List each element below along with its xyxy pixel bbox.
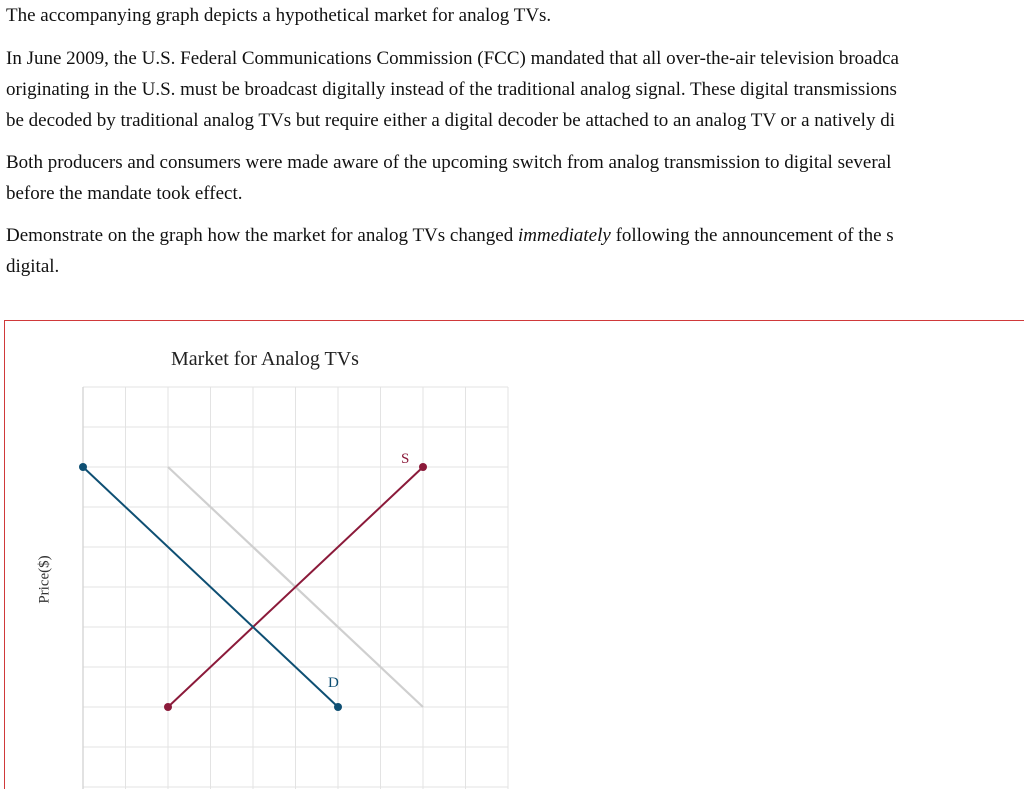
mandate-line-2: originating in the U.S. must be broadcast digitally instead of the traditional analog signal. These digital transmissions — [6, 79, 897, 100]
question-paragraph-instruction — [6, 220, 1024, 282]
question-paragraph-mandate — [6, 43, 1024, 136]
awareness-line-2: before the mandate took effect. — [6, 183, 243, 204]
instruction-text-before: Demonstrate on the graph how the market for analog TVs changed — [6, 225, 518, 246]
question-intro: The accompanying graph depicts a hypothetical market for analog TVs. — [6, 5, 552, 26]
graph-panel[interactable] — [4, 320, 1024, 789]
instruction-line-2: digital. — [6, 256, 60, 277]
mandate-line-1: In June 2009, the U.S. Federal Communications Commission (FCC) mandated that all over-the-air television broadca — [6, 48, 899, 69]
s-endpoint-1[interactable] — [164, 703, 172, 711]
s-endpoint-2[interactable] — [419, 463, 427, 471]
instruction-line-1 — [6, 220, 1024, 251]
d-endpoint-1[interactable] — [79, 463, 87, 471]
instruction-text-after: following the announcement of the s — [610, 225, 894, 246]
d-endpoint-2[interactable] — [334, 703, 342, 711]
question-paragraph-awareness — [6, 147, 1024, 209]
question-text — [6, 0, 1024, 293]
market-chart[interactable] — [5, 321, 1024, 789]
supply-label: S — [401, 451, 410, 467]
mandate-line-3: be decoded by traditional analog TVs but require either a digital decoder be attached to an analog TV or a natively di — [6, 110, 895, 131]
demand-label: D — [328, 675, 339, 691]
instruction-emphasis: immediately — [517, 225, 611, 246]
y-axis-label: Price($) — [36, 555, 53, 604]
awareness-line-1: Both producers and consumers were made aware of the upcoming switch from analog transmission to digital several — [6, 152, 892, 173]
graph-title: Market for Analog TVs — [171, 348, 359, 370]
